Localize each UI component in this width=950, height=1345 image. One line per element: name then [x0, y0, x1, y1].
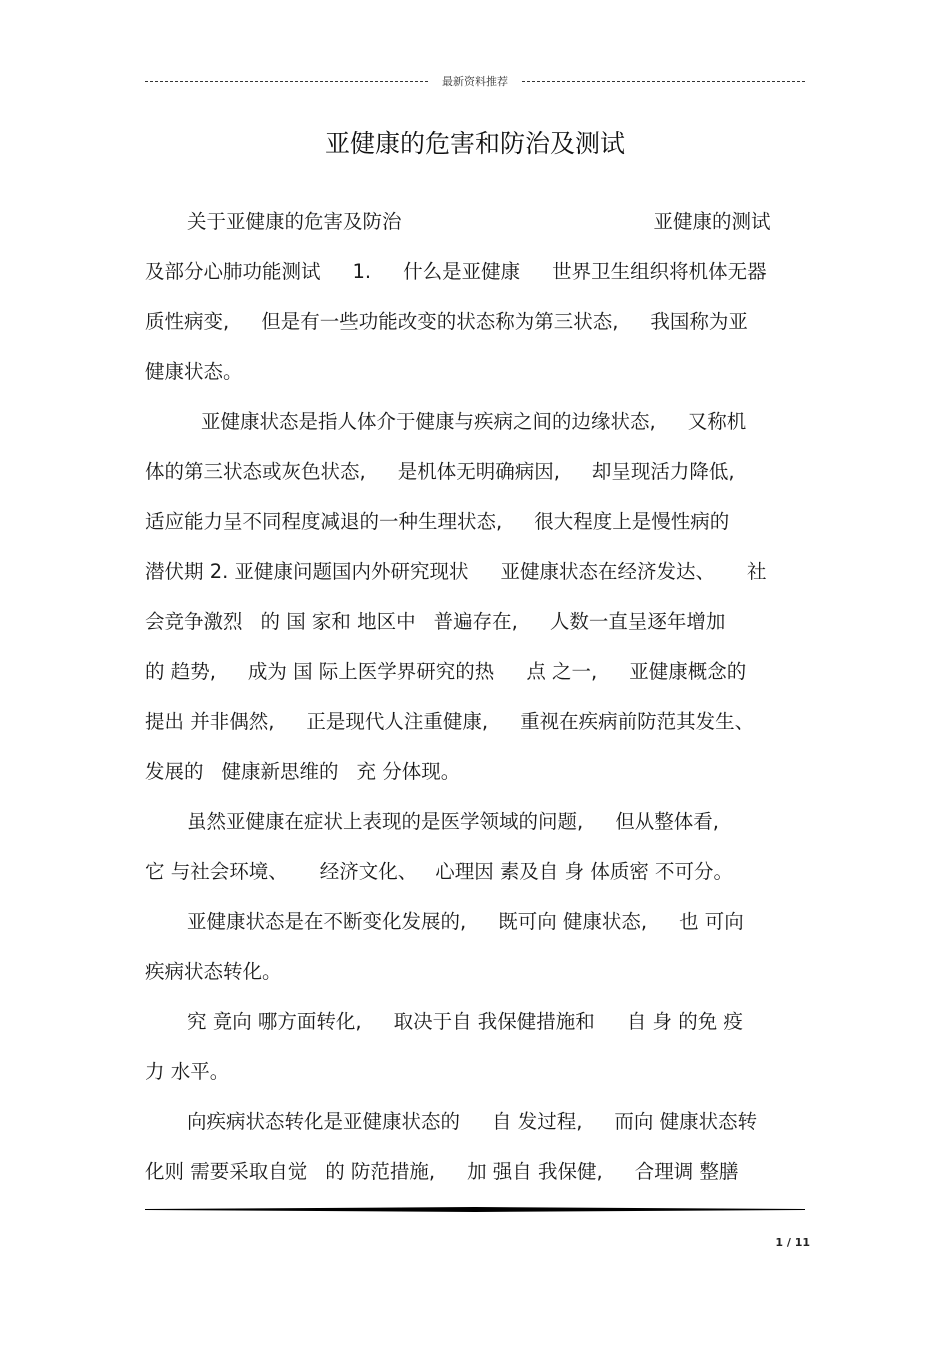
text-span: 提出 并非偶然,	[145, 710, 275, 733]
text-span: 发展的	[145, 760, 204, 783]
text-span: 疾病状态转化。	[145, 960, 282, 983]
text-span: 充 分体现。	[356, 760, 461, 783]
body-line	[145, 297, 805, 347]
body-line	[145, 947, 805, 997]
text-span: 健康新思维的	[221, 760, 339, 783]
text-span: 健康状态。	[145, 360, 243, 383]
text-span: 的 趋势,	[145, 660, 216, 683]
text-span: 又称机	[687, 410, 747, 433]
text-span: 它 与社会环境、	[145, 860, 288, 883]
text-span: 亚健康的测试	[653, 210, 771, 233]
document-title: 亚健康的危害和防治及测试	[324, 129, 625, 158]
text-span: 世界卫生组织将机体无器	[552, 260, 767, 283]
text-span: 关于亚健康的危害及防治	[187, 210, 402, 233]
text-span: 适应能力呈不同程度减退的一种生理状态,	[145, 510, 503, 533]
text-span: 重视在疾病前防范其发生、	[520, 710, 755, 733]
body-line	[145, 197, 805, 247]
text-span: 向疾病状态转化是亚健康状态的	[187, 1110, 461, 1133]
body-line	[145, 397, 805, 447]
text-span: 亚健康状态在经济发达、	[500, 560, 716, 583]
text-span: 社	[747, 560, 767, 583]
body-line	[145, 447, 805, 497]
body-line	[145, 897, 805, 947]
body-line	[145, 1047, 805, 1097]
header-label: 最新资料推荐	[442, 75, 508, 88]
body-line	[145, 1097, 805, 1147]
text-span: 成为 国 际上医学界研究的热	[247, 660, 495, 683]
text-span: 我国称为亚	[650, 310, 748, 333]
body-line	[145, 647, 805, 697]
text-span: 虽然亚健康在症状上表现的是医学领域的问题,	[187, 810, 584, 833]
page-number: 1 / 11	[775, 1236, 810, 1249]
body-line	[145, 1147, 805, 1197]
body-line	[145, 547, 805, 597]
text-span: 的 国 家和 地区中	[260, 610, 416, 633]
text-span: 既可向 健康状态,	[498, 910, 648, 933]
body-line	[145, 847, 805, 897]
footer-rule	[145, 1207, 805, 1212]
text-span: 潜伏期 2. 亚健康问题国内外研究现状	[145, 560, 469, 583]
text-span: 亚健康状态是在不断变化发展的,	[187, 910, 467, 933]
text-span: 的 防范措施,	[325, 1160, 436, 1183]
text-span: 而向 健康状态转	[614, 1110, 758, 1133]
text-span: 是机体无明确病因,	[397, 460, 560, 483]
text-span: 什么是亚健康	[403, 260, 521, 283]
text-span: 正是现代人注重健康,	[306, 710, 489, 733]
text-span: 取决于自 我保健措施和	[393, 1010, 595, 1033]
header-dash-right	[522, 81, 805, 82]
page-header	[145, 72, 805, 90]
text-span: 究 竟向 哪方面转化,	[187, 1010, 362, 1033]
body-line	[145, 597, 805, 647]
text-span: 但是有一些功能改变的状态称为第三状态,	[261, 310, 619, 333]
text-span: 化则 需要采取自觉	[145, 1160, 308, 1183]
text-span: 质性病变,	[145, 310, 230, 333]
text-span: 及部分心肺功能测试	[145, 260, 321, 283]
body-line	[145, 747, 805, 797]
text-span: 亚健康概念的	[629, 660, 747, 683]
text-span: 亚健康状态是指人体介于健康与疾病之间的边缘状态,	[201, 410, 656, 433]
document-body	[145, 197, 805, 1197]
body-line	[145, 497, 805, 547]
text-span: 会竞争激烈	[145, 610, 243, 633]
text-span: 很大程度上是慢性病的	[534, 510, 730, 533]
text-span: 但从整体看,	[615, 810, 719, 833]
text-span: 力 水平。	[145, 1060, 230, 1083]
text-span: 合理调 整膳	[634, 1160, 739, 1183]
text-span: 自 身 的免 疫	[626, 1010, 743, 1033]
text-span: 普遍存在,	[433, 610, 518, 633]
text-span: 也 可向	[679, 910, 744, 933]
header-dash-left	[145, 81, 428, 82]
body-line	[145, 997, 805, 1047]
body-line	[145, 697, 805, 747]
text-span: 却呈现活力降低,	[591, 460, 735, 483]
body-line	[145, 797, 805, 847]
body-line	[145, 347, 805, 397]
text-span: 点 之一,	[526, 660, 598, 683]
text-span: 1.	[352, 260, 372, 283]
text-span: 心理因 素及自 身 体质密 不可分。	[435, 860, 734, 883]
body-line	[145, 247, 805, 297]
text-span: 加 强自 我保健,	[467, 1160, 603, 1183]
text-span: 人数一直呈逐年增加	[549, 610, 726, 633]
text-span: 体的第三状态或灰色状态,	[145, 460, 366, 483]
text-span: 经济文化、	[319, 860, 418, 883]
text-span: 自 发过程,	[492, 1110, 583, 1133]
